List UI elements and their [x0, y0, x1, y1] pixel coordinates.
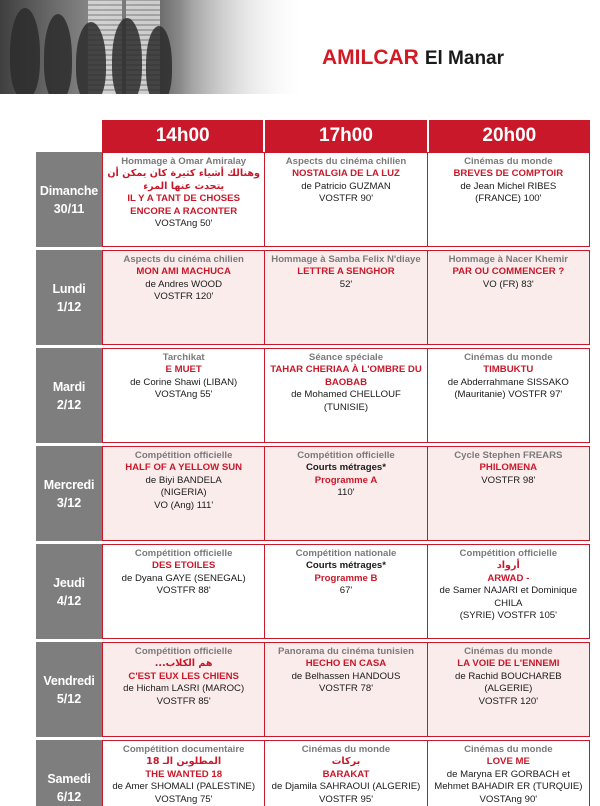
screening-cell [428, 642, 590, 737]
arabic-title: هم الكلاب... [154, 658, 213, 670]
screening-cell [102, 152, 265, 247]
screening-cell [265, 544, 427, 639]
film-director: de Andres WOOD [145, 278, 223, 290]
screening-cell [102, 642, 265, 737]
screening-info: VOSTFR 98' [481, 474, 536, 486]
day-cell [36, 250, 102, 345]
venue-brand: AMILCAR [322, 46, 419, 69]
film-title: MON AMI MACHUCA [136, 266, 231, 278]
arabic-title: بركات [331, 756, 361, 768]
film-title: C'EST EUX LES CHIENS [128, 670, 239, 682]
screening-cell [265, 348, 427, 443]
day-date: 1/12 [56, 299, 82, 314]
program-label: Courts métrages* [306, 560, 386, 572]
screening-info: 67' [339, 585, 353, 597]
program-section: Cinémas du monde [464, 156, 553, 167]
program-section: Compétition officielle [297, 450, 395, 461]
day-cell [36, 642, 102, 737]
film-title: PHILOMENA [479, 462, 538, 474]
time-header: 17h00 [263, 120, 426, 152]
day-name: Mardi [52, 379, 86, 394]
screening-cell [265, 446, 427, 541]
schedule-grid [36, 120, 590, 806]
screening-cell [265, 250, 427, 345]
screening-cell [428, 348, 590, 443]
program-section: Hommage à Samba Felix N'diaye [271, 254, 421, 265]
day-name: Lundi [52, 281, 86, 296]
screening-info: VOSTFR 88' [156, 585, 211, 597]
film-director: de Hicham LASRI (MAROC) [123, 683, 245, 695]
table-row [36, 642, 590, 737]
day-name: Dimanche [39, 183, 99, 198]
screening-cell [428, 544, 590, 639]
program-section: Cinémas du monde [464, 646, 553, 657]
screening-info: VOSTAng 55' [154, 389, 213, 401]
table-row [36, 446, 590, 541]
day-date: 5/12 [56, 691, 82, 706]
film-country: (NIGERIA) [160, 487, 207, 499]
table-row [36, 544, 590, 639]
time-header-row [102, 120, 590, 152]
screening-cell [102, 446, 265, 541]
day-name: Vendredi [43, 673, 95, 688]
table-row [36, 152, 590, 247]
film-director: de Patricio GUZMAN [301, 180, 391, 192]
day-name: Jeudi [53, 575, 85, 590]
film-title: HECHO EN CASA [305, 658, 387, 670]
table-row [36, 348, 590, 443]
screening-info: VOSTFR 90' [318, 193, 374, 205]
arabic-title: وهنالك أشياء كثيرة كان يمكن أن يتحدث عنها المرء [107, 168, 260, 192]
day-cell [36, 544, 102, 639]
screening-cell [102, 740, 265, 806]
day-date: 4/12 [56, 593, 82, 608]
screening-info: VOSTFR 120' [153, 291, 214, 303]
program-section: Tarchikat [162, 352, 205, 363]
program-section: Hommage à Nacer Khemir [448, 254, 569, 265]
day-cell [36, 152, 102, 247]
program-section: Cinémas du monde [464, 744, 553, 755]
day-name: Mercredi [43, 477, 95, 492]
venue-place: El Manar [424, 48, 505, 69]
table-row [36, 740, 590, 806]
photo-figure [146, 26, 172, 94]
program-section: Aspects du cinéma chilien [285, 156, 407, 167]
screening-info: VOSTAng 75' [154, 793, 213, 805]
film-title: TAHAR CHERIAA À L'OMBRE DU BAOBAB [270, 364, 422, 388]
program-section: Compétition officielle [134, 646, 233, 657]
program-section: Cinémas du monde [301, 744, 391, 755]
screening-cell [428, 740, 590, 806]
screening-cell [102, 544, 265, 639]
day-date: 2/12 [56, 397, 82, 412]
screening-cell [102, 250, 265, 345]
film-title: PAR OU COMMENCER ? [452, 266, 565, 278]
screening-cell [265, 642, 427, 737]
screening-info: 110' [337, 487, 355, 499]
film-director: de Corine Shawi (LIBAN) [130, 376, 238, 388]
header-photo [0, 0, 300, 94]
day-date: 6/12 [56, 789, 82, 804]
film-country: (ALGERIE) [484, 683, 533, 695]
program-section: Séance spéciale [308, 352, 384, 363]
program-section: Panorama du cinéma tunisien [278, 646, 414, 657]
time-header: 20h00 [427, 120, 590, 152]
film-director: de Abderrahmane SISSAKO [447, 376, 569, 388]
program-section: Compétition officielle [459, 548, 558, 559]
film-title: LOVE ME [486, 756, 530, 768]
day-cell [36, 446, 102, 541]
day-cell [36, 348, 102, 443]
film-title: Programme B [314, 572, 378, 584]
film-director: de Djamila SAHRAOUI (ALGERIE) [271, 781, 421, 793]
film-title: NOSTALGIA DE LA LUZ [292, 168, 400, 180]
program-section: Compétition documentaire [122, 744, 245, 755]
screening-info: VOSTFR 85' [156, 695, 211, 707]
screening-info: VOSTFR 120' [478, 695, 539, 707]
screening-info: VO (Ang) 111' [154, 499, 214, 511]
arabic-title: أرواد [496, 560, 520, 572]
film-director: de Mohamed CHELLOUF [291, 389, 401, 401]
program-section: Hommage à Omar Amiralay [121, 156, 247, 167]
program-section: Compétition officielle [134, 450, 233, 461]
photo-figure [76, 22, 106, 94]
film-title: ARWAD - [487, 572, 530, 584]
screening-info: VOSTAng 50' [154, 218, 213, 230]
film-director: de Rachid BOUCHAREB [455, 670, 562, 682]
program-section: Compétition officielle [134, 548, 233, 559]
film-title: DES ETOILES [152, 560, 216, 572]
day-date: 30/11 [53, 201, 85, 216]
program-section: Aspects du cinéma chilien [123, 254, 244, 265]
film-title: BARAKAT [322, 768, 370, 780]
film-title: LETTRE A SENGHOR [297, 266, 395, 278]
day-date: 3/12 [56, 495, 82, 510]
screening-info: (Mauritanie) VOSTFR 97' [454, 389, 563, 401]
time-header: 14h00 [102, 120, 263, 152]
film-title: THE WANTED 18 [145, 768, 223, 780]
screening-cell [265, 152, 427, 247]
film-director: de Jean Michel RIBES [460, 180, 557, 192]
screening-info: VOSTFR 95' [318, 793, 374, 805]
film-title: Programme A [314, 474, 378, 486]
screening-info: 52' [339, 278, 353, 290]
schedule-rows [36, 152, 590, 806]
film-title: TIMBUKTU [483, 364, 534, 376]
photo-figure [44, 14, 72, 94]
screening-info: VOSTAng 90' [479, 793, 538, 805]
film-director: de Amer SHOMALI (PALESTINE) [112, 781, 256, 793]
screening-cell [265, 740, 427, 806]
arabic-title: المطلوبن الـ 18 [146, 756, 222, 768]
screening-info: (FRANCE) 100' [475, 193, 542, 205]
photo-figure [112, 18, 142, 94]
screening-info: VO (FR) 83' [482, 278, 534, 290]
film-director: de Maryna ER GORBACH et Mehmet BAHADIR ER (TURQUIE) [434, 768, 583, 793]
screening-cell [428, 152, 590, 247]
screening-info: VOSTFR 78' [318, 683, 374, 695]
screening-info: (TUNISIE) [323, 401, 369, 413]
film-title: BREVES DE COMPTOIR [453, 168, 564, 180]
photo-figure [10, 8, 40, 94]
venue-title [322, 46, 504, 70]
film-title: IL Y A TANT DE CHOSES ENCORE A RACONTER [127, 193, 240, 217]
film-director: de Dyana GAYE (SENEGAL) [121, 572, 246, 584]
table-row [36, 250, 590, 345]
day-cell [36, 740, 102, 806]
film-title: E MUET [165, 364, 202, 376]
screening-cell [428, 446, 590, 541]
program-label: Courts métrages* [306, 462, 386, 474]
film-director: de Biyi BANDELA [145, 474, 222, 486]
film-title: HALF OF A YELLOW SUN [125, 462, 243, 474]
screening-info: (SYRIE) VOSTFR 105' [459, 610, 557, 622]
day-name: Samedi [47, 771, 91, 786]
film-title: LA VOIE DE L'ENNEMI [457, 658, 560, 670]
film-director: de Samer NAJARI et Dominique CHILA [439, 585, 578, 609]
program-section: Compétition nationale [295, 548, 397, 559]
program-section: Cycle Stephen FREARS [454, 450, 563, 461]
film-director: de Belhassen HANDOUS [291, 670, 401, 682]
screening-cell [428, 250, 590, 345]
screening-cell [102, 348, 265, 443]
program-section: Cinémas du monde [464, 352, 553, 363]
